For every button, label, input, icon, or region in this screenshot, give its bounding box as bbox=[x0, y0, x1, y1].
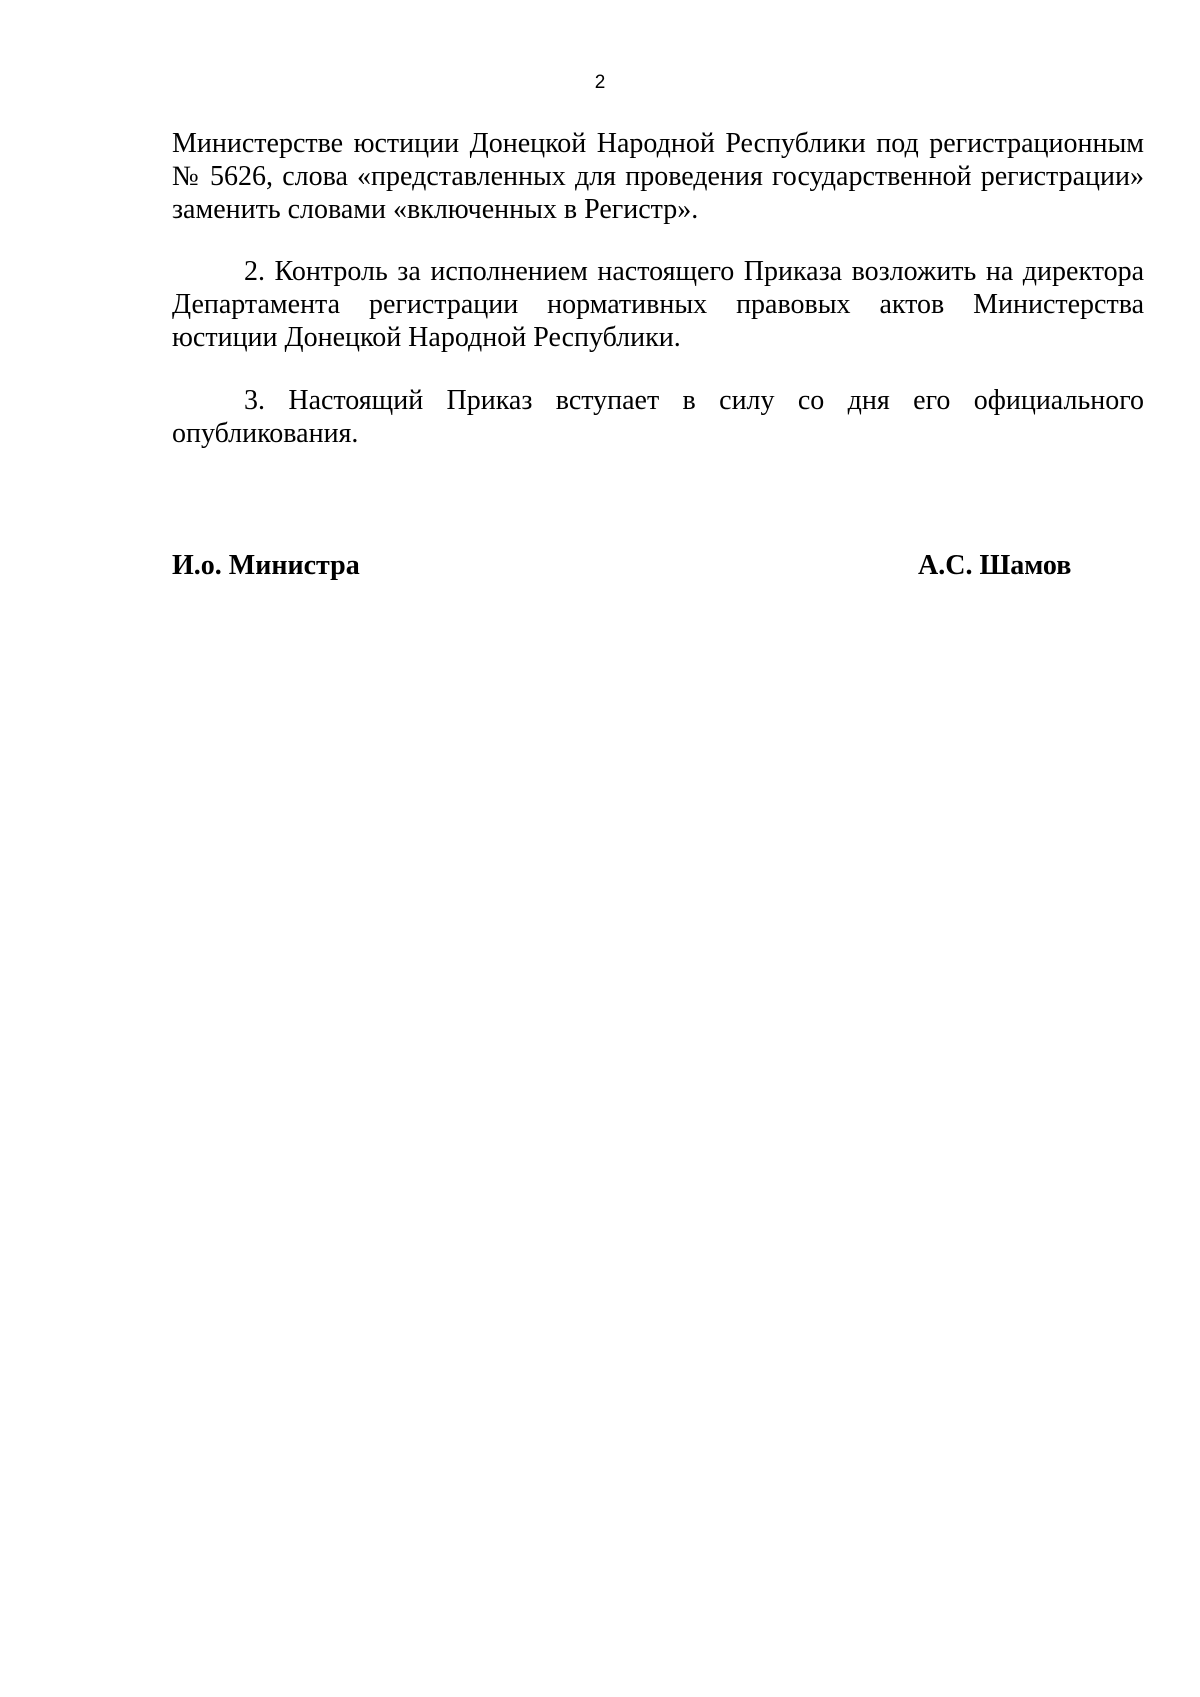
page-number: 2 bbox=[594, 72, 606, 93]
paragraph-continuation: Министерстве юстиции Донецкой Народной Республики под регистрационным № 5626, слова «представленных для проведения государственной регистрации» заменить словами «включенных в Регистр». bbox=[172, 128, 1144, 225]
signatory-position: И.о. Министра bbox=[172, 550, 360, 581]
paragraph-item-2: 2. Контроль за исполнением настоящего Приказа возложить на директора Департамента регистрации нормативных правовых актов Министерства юстиции Донецкой Народной Республики. bbox=[172, 256, 1144, 353]
paragraph-item-3: 3. Настоящий Приказ вступает в силу со дня его официального опубликования. bbox=[172, 385, 1144, 449]
signatory-name: А.С. Шамов bbox=[918, 550, 1072, 581]
